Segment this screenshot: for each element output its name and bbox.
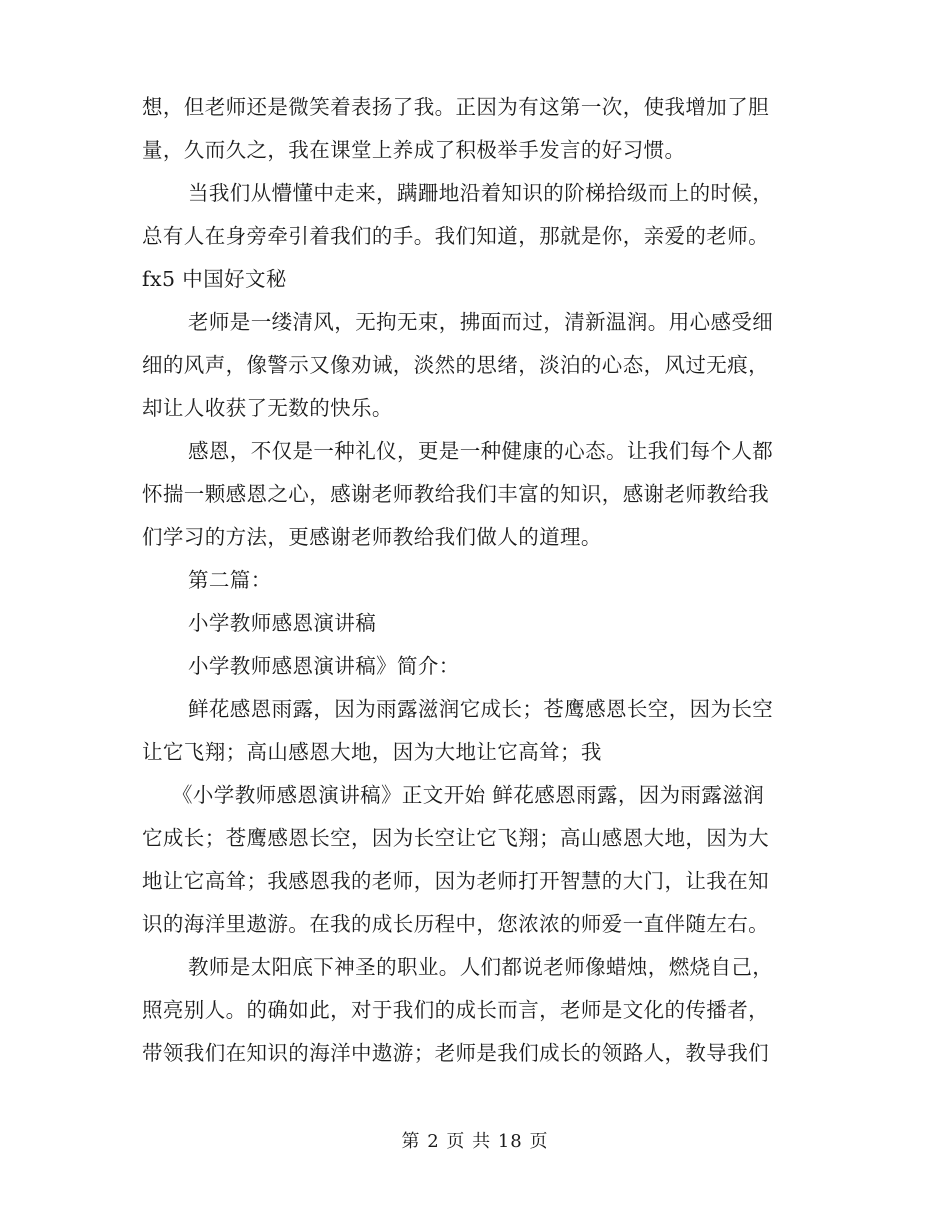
text-line: 却让人收获了无数的快乐。 [142,396,393,420]
paragraph-start: 当我们从懵懂中走来，蹒跚地沿着知识的阶梯拾级而上的时候， [188,181,774,205]
paragraph-start: 《小学教师感恩演讲稿》正文开始 鲜花感恩雨露，因为雨露滋润 [172,783,765,807]
text-line: 细的风声，像警示又像劝诫，淡然的思绪，淡泊的心态，风过无痕， [142,353,769,377]
text-line: 它成长；苍鹰感恩长空，因为长空让它飞翔；高山感恩大地，因为大 [142,826,769,850]
paragraph-start: 教师是太阳底下神圣的职业。人们都说老师像蜡烛，燃烧自己， [188,955,774,979]
text-line: 怀揣一颗感恩之心，感谢老师教给我们丰富的知识，感谢老师教给我 [142,482,769,506]
text-line: 让它飞翔；高山感恩大地，因为大地让它高耸；我 [142,740,602,764]
text-line: 量，久而久之，我在课堂上养成了积极举手发言的好习惯。 [142,138,686,162]
text-line: 们学习的方法，更感谢老师教给我们做人的道理。 [142,525,602,549]
text-line: 带领我们在知识的海洋中遨游；老师是我们成长的领路人，教导我们 [142,1041,769,1065]
text-line: 识的海洋里遨游。在我的成长历程中，您浓浓的师爱一直伴随左右。 [142,912,769,936]
text-line: 地让它高耸；我感恩我的老师，因为老师打开智慧的大门，让我在知 [142,869,769,893]
section-heading: 第二篇： [188,568,272,592]
paragraph-start: 老师是一缕清风，无拘无束，拂面而过，清新温润。用心感受细 [188,310,774,334]
page-number: 第 2 页 共 18 页 [401,1131,549,1152]
text-line: 总有人在身旁牵引着我们的手。我们知道，那就是你，亲爱的老师。 [142,224,769,248]
text-line: 照亮别人。的确如此，对于我们的成长而言，老师是文化的传播者， [142,998,769,1022]
paragraph-start: 鲜花感恩雨露，因为雨露滋润它成长；苍鹰感恩长空，因为长空 [188,697,774,721]
article-title: 小学教师感恩演讲稿 [188,611,377,635]
text-line: 想，但老师还是微笑着表扬了我。正因为有这第一次，使我增加了胆 [142,95,769,119]
document-body [142,86,812,1075]
paragraph-start: 感恩，不仅是一种礼仪，更是一种健康的心态。让我们每个人都 [188,439,774,463]
summary-heading: 小学教师感恩演讲稿》简介： [188,654,460,678]
source-note: fx5 中国好文秘 [142,267,287,291]
